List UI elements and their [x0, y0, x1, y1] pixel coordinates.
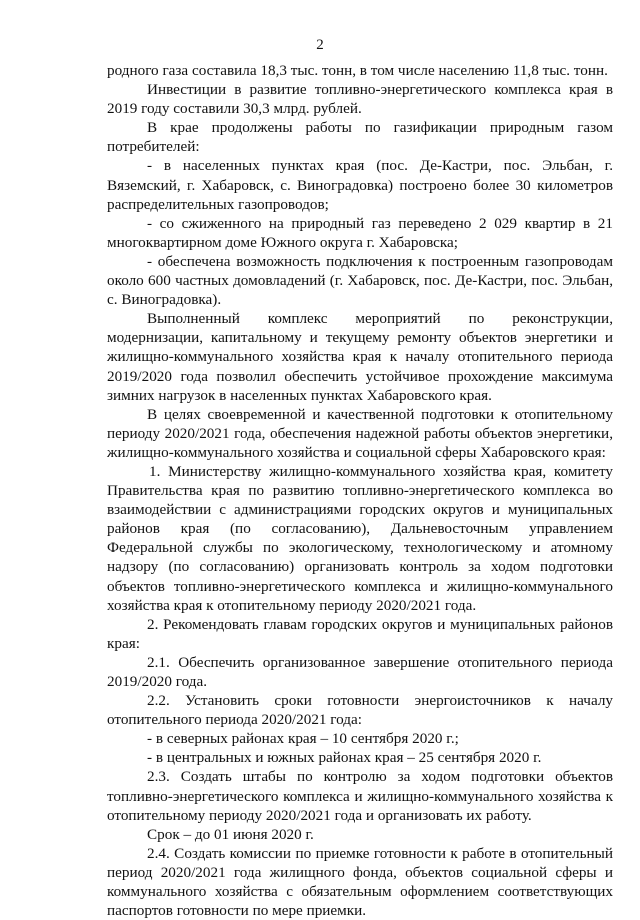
deadline-june: Срок – до 01 июня 2020 г. [147, 825, 314, 843]
list-item-apartments: - со сжиженного на природный газ переведено 2 029 квартир в 21 многоквартирном доме Южного округа г. Хабаровска; [107, 214, 613, 251]
list-item-private-homes: - обеспечена возможность подключения к построенным газопроводам около 600 частных домовладений (г. Хабаровск, пос. Де-Кастри, пос. Эльбан, с. Виноградовка). [107, 252, 613, 309]
paragraph-gas-volume: родного газа составила 18,3 тыс. тонн, в том числе населению 11,8 тыс. тонн. [107, 62, 608, 79]
paragraph-measures-result: Выполненный комплекс мероприятий по реконструкции, модернизации, капитальному и текущему ремонту объектов энергетики и жилищно-коммунального хозяйства края к началу отопительного периода 2019/2020 года позволил обеспечить устойчивое прохождение максимума зимних нагрузок в населенных пунктах Хабаровского края. [107, 310, 613, 404]
deadline-central-south: - в центральных и южных районах края – 25 сентября 2020 г. [147, 749, 542, 767]
clause-1: 1. Министерству жилищно-коммунального хозяйства края, комитету Правительства края по развитию топливно-энергетического комплекса во взаимодействии с администрациями городских округов и муниципальных районов края (по согласованию), Дальневосточным управлением Федеральной службы по экологическому, технологическому и атомному надзору (по согласованию) организовать контроль за ходом подготовки объектов топливно-энергетического комплекса и жилищно-коммунального хозяйства края к отопительному периоду 2020/2021 года. [107, 462, 613, 614]
clause-2-1: 2.1. Обеспечить организованное завершение отопительного периода 2019/2020 года. [107, 653, 613, 690]
document-body [107, 61, 613, 920]
clause-2: 2. Рекомендовать главам городских округов и муниципальных районов края: [107, 615, 613, 652]
page-number: 2 [316, 37, 324, 53]
clause-2-3: 2.3. Создать штабы по контролю за ходом подготовки объектов топливно-энергетического комплекса и жилищно-коммунального хозяйства к отопительному периоду 2020/2021 года и организовать их работу. [107, 768, 613, 824]
list-item-pipelines: - в населенных пунктах края (пос. Де-Кастри, пос. Эльбан, г. Вяземский, г. Хабаровск, с. Виноградовка) построено более 30 километров распределительных газопроводов; [107, 157, 613, 213]
clause-2-4: 2.4. Создать комиссии по приемке готовности к работе в отопительный период 2020/2021 года жилищного фонда, объектов социальной сферы и коммунального хозяйства с обязательным оформлением соответствующих паспортов готовности по мере приемки. [107, 844, 613, 920]
clause-2-2: 2.2. Установить сроки готовности энергоисточников к началу отопительного периода 2020/2021 года: [107, 692, 613, 729]
paragraph-gasification-intro: В крае продолжены работы по газификации природным газом потребителей: [107, 119, 613, 156]
paragraph-investments: Инвестиции в развитие топливно-энергетического комплекса края в 2019 году составили 30,3 млрд. рублей. [107, 81, 613, 118]
deadline-north: - в северных районах края – 10 сентября 2020 г.; [147, 730, 459, 748]
paragraph-preamble: В целях своевременной и качественной подготовки к отопительному периоду 2020/2021 года, обеспечения надежной работы объектов энергетики, жилищно-коммунального хозяйства и социальной сферы Хабаровского края: [107, 405, 613, 461]
